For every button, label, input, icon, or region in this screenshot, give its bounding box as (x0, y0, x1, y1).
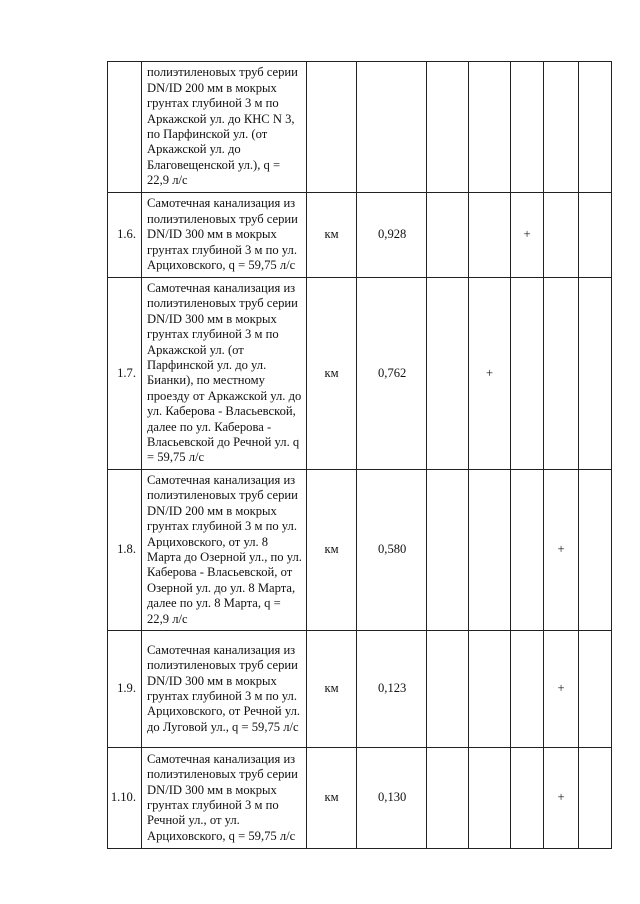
year-mark-cell (579, 747, 612, 848)
unit-cell: км (307, 193, 357, 278)
year-mark-cell (427, 62, 469, 193)
year-mark-cell (427, 630, 469, 747)
row-number: 1.10. (108, 747, 142, 848)
year-mark-cell (579, 469, 612, 630)
work-description: Самотечная канализация из полиэтиленовых труб серии DN/ID 300 мм в мокрых грунтах глубиной 3 м по Речной ул., от ул. Арциховского, q = 59,75 л/с (142, 747, 307, 848)
table-row (108, 469, 612, 630)
year-mark-cell (511, 469, 544, 630)
year-mark-cell: + (469, 278, 511, 470)
row-number: 1.6. (108, 193, 142, 278)
year-mark-cell (469, 469, 511, 630)
year-mark-cell (427, 193, 469, 278)
year-mark-cell (469, 630, 511, 747)
table-body (108, 62, 612, 849)
table-row (108, 278, 612, 470)
year-mark-cell (427, 469, 469, 630)
year-mark-cell (469, 747, 511, 848)
table-row (108, 630, 612, 747)
year-mark-cell (427, 747, 469, 848)
year-mark-cell (544, 193, 579, 278)
quantity-cell: 0,762 (357, 278, 427, 470)
row-number: 1.9. (108, 630, 142, 747)
year-mark-cell: + (544, 747, 579, 848)
year-mark-cell (544, 278, 579, 470)
quantity-cell: 0,928 (357, 193, 427, 278)
year-mark-cell (511, 62, 544, 193)
quantity-cell (357, 62, 427, 193)
year-mark-cell (511, 630, 544, 747)
unit-cell: км (307, 747, 357, 848)
work-description: полиэтиленовых труб серии DN/ID 200 мм в мокрых грунтах глубиной 3 м по Аркажской ул. до КНС N 3, по Парфинской ул. (от Аркажской ул. до Благовещенской ул.), q = 22,9 л/с (142, 62, 307, 193)
unit-cell: км (307, 469, 357, 630)
year-mark-cell: + (544, 630, 579, 747)
works-table (107, 61, 612, 849)
year-mark-cell (469, 62, 511, 193)
year-mark-cell (511, 747, 544, 848)
year-mark-cell: + (544, 469, 579, 630)
table-row (108, 193, 612, 278)
quantity-cell: 0,123 (357, 630, 427, 747)
row-number: 1.8. (108, 469, 142, 630)
table-row (108, 62, 612, 193)
year-mark-cell (579, 193, 612, 278)
quantity-cell: 0,580 (357, 469, 427, 630)
year-mark-cell: + (511, 193, 544, 278)
year-mark-cell (469, 193, 511, 278)
unit-cell (307, 62, 357, 193)
year-mark-cell (579, 278, 612, 470)
unit-cell: км (307, 630, 357, 747)
year-mark-cell (427, 278, 469, 470)
quantity-cell: 0,130 (357, 747, 427, 848)
year-mark-cell (579, 62, 612, 193)
table-row (108, 747, 612, 848)
year-mark-cell (579, 630, 612, 747)
row-number (108, 62, 142, 193)
work-description: Самотечная канализация из полиэтиленовых труб серии DN/ID 200 мм в мокрых грунтах глубиной 3 м по ул. Арциховского, от ул. 8 Марта до Озерной ул., по ул. Каберова - Власьевской, от Озерной ул. до ул. 8 Марта, далее по ул. 8 Марта, q = 22,9 л/с (142, 469, 307, 630)
work-description: Самотечная канализация из полиэтиленовых труб серии DN/ID 300 мм в мокрых грунтах глубиной 3 м по ул. Арциховского, от Речной ул. до Луговой ул., q = 59,75 л/с (142, 630, 307, 747)
year-mark-cell (511, 278, 544, 470)
year-mark-cell (544, 62, 579, 193)
row-number: 1.7. (108, 278, 142, 470)
work-description: Самотечная канализация из полиэтиленовых труб серии DN/ID 300 мм в мокрых грунтах глубиной 3 м по ул. Арциховского, q = 59,75 л/с (142, 193, 307, 278)
work-description: Самотечная канализация из полиэтиленовых труб серии DN/ID 300 мм в мокрых грунтах глубиной 3 м по Аркажской ул. (от Парфинской ул. до ул. Бианки), по местному проезду от Аркажской ул. до ул. Каберова - Власьевской, далее по ул. Каберова - Власьевской до Речной ул. q = 59,75 л/с (142, 278, 307, 470)
unit-cell: км (307, 278, 357, 470)
